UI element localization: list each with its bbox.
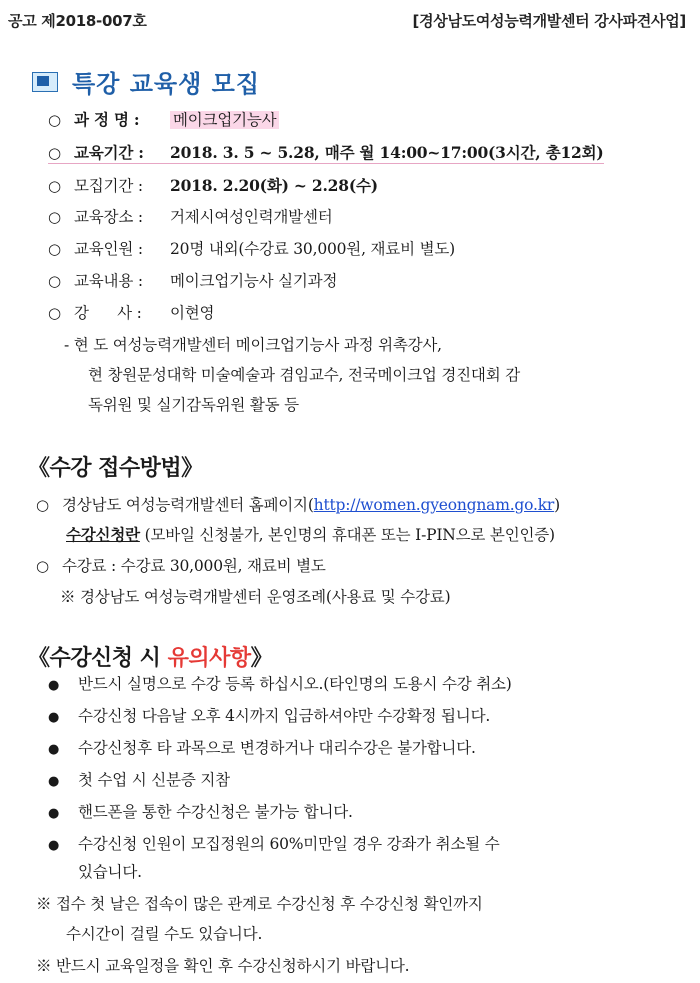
circle-bullet-icon: ○ [48,304,61,322]
title-row [32,64,260,99]
notice-bullet: ● 수강신청 다음날 오후 4시까지 입금하셔야만 수강확정 됩니다. [48,700,490,734]
dot-bullet-icon: ● [48,838,60,853]
circle-bullet-icon: ○ [48,272,61,290]
circle-bullet-icon: ○ [48,144,61,162]
square-bullet-icon [32,72,58,92]
circle-bullet-icon: ○ [36,557,49,575]
notice-bullet: ● 수강신청후 타 과목으로 변경하거나 대리수강은 불가합니다. [48,732,476,766]
notice-note-1: ※ 접수 첫 날은 접속이 많은 관계로 수강신청 후 수강신청 확인까지 [36,895,483,913]
notice-bullet: ● 핸드폰을 통한 수강신청은 불가능 합니다. [48,796,353,830]
notice-number: 공고 제2018-007호 [8,12,147,30]
apply-note: ※ 경상남도 여성능력개발센터 운영조례(사용료 및 수강료) [60,588,451,606]
circle-bullet-icon: ○ [48,177,61,195]
teacher-bio-line: - 현 도 여성능력개발센터 메이크업기능사 과정 위촉강사, [64,336,442,354]
notice-bullet-continued: 있습니다. [78,863,142,881]
course-name: 메이크업기능사 [170,111,279,129]
apply-line-1: ○ 경상남도 여성능력개발센터 홈페이지(http://women.gyeongnam.go.kr) [36,496,560,514]
item-people: ○ 교육인원 : 20명 내외(수강료 30,000원, 재료비 별도) [48,240,455,258]
program-name: [경상남도여성능력개발센터 강사파견사업] [412,12,686,30]
item-recruit: ○ 모집기간 : 2018. 2.20(화) ~ 2.28(수) [48,176,378,195]
notice-note-1-continued: 수시간이 걸릴 수도 있습니다. [66,925,263,943]
notice-bullet: ● 수강신청 인원이 모집정원의 60%미만일 경우 강좌가 취소될 수 [48,828,500,862]
item-place: ○ 교육장소 : 거제시여성인력개발센터 [48,208,333,226]
apply-fee: ○ 수강료 : 수강료 30,000원, 재료비 별도 [36,557,326,575]
dot-bullet-icon: ● [48,806,60,821]
item-period: ○ 교육기간 : 2018. 3. 5 ~ 5.28, 매주 월 14:00~17:00(3시간, 총12회) [48,143,604,162]
dot-bullet-icon: ● [48,774,60,789]
page-title: 특강 교육생 모집 [72,70,260,98]
circle-bullet-icon: ○ [36,496,49,514]
apply-heading: 《수강 접수방법》 [28,456,203,481]
item-teacher: ○ 강 사 : 이현영 [48,304,215,322]
circle-bullet-icon: ○ [48,111,61,129]
item-content: ○ 교육내용 : 메이크업기능사 실기과정 [48,272,338,290]
notice-bullet: ● 반드시 실명으로 수강 등록 하십시오.(타인명의 도용시 수강 취소) [48,668,512,702]
dot-bullet-icon: ● [48,742,60,757]
notice-note-2: ※ 반드시 교육일정을 확인 후 수강신청하시기 바랍니다. [36,957,410,975]
teacher-bio-line: 현 창원문성대학 미술예술과 겸임교수, 전국메이크업 경진대회 감 [88,366,520,384]
apply-line-2: 수강신청란 (모바일 신청불가, 본인명의 휴대폰 또는 I-PIN으로 본인인증) [66,525,555,544]
homepage-link[interactable]: http://women.gyeongnam.go.kr [313,496,555,514]
notice-bullet: ● 첫 수업 시 신분증 지참 [48,764,230,798]
dot-bullet-icon: ● [48,710,60,725]
teacher-bio-line: 독위원 및 실기감독위원 활동 등 [88,396,299,414]
circle-bullet-icon: ○ [48,208,61,226]
circle-bullet-icon: ○ [48,240,61,258]
notice-heading: 《수강신청 시 유의사항》 [28,646,273,671]
apply-menu-name: 수강신청란 [66,525,140,544]
dot-bullet-icon: ● [48,678,60,693]
item-course: ○ 과 정 명 : 메이크업기능사 [48,108,279,130]
